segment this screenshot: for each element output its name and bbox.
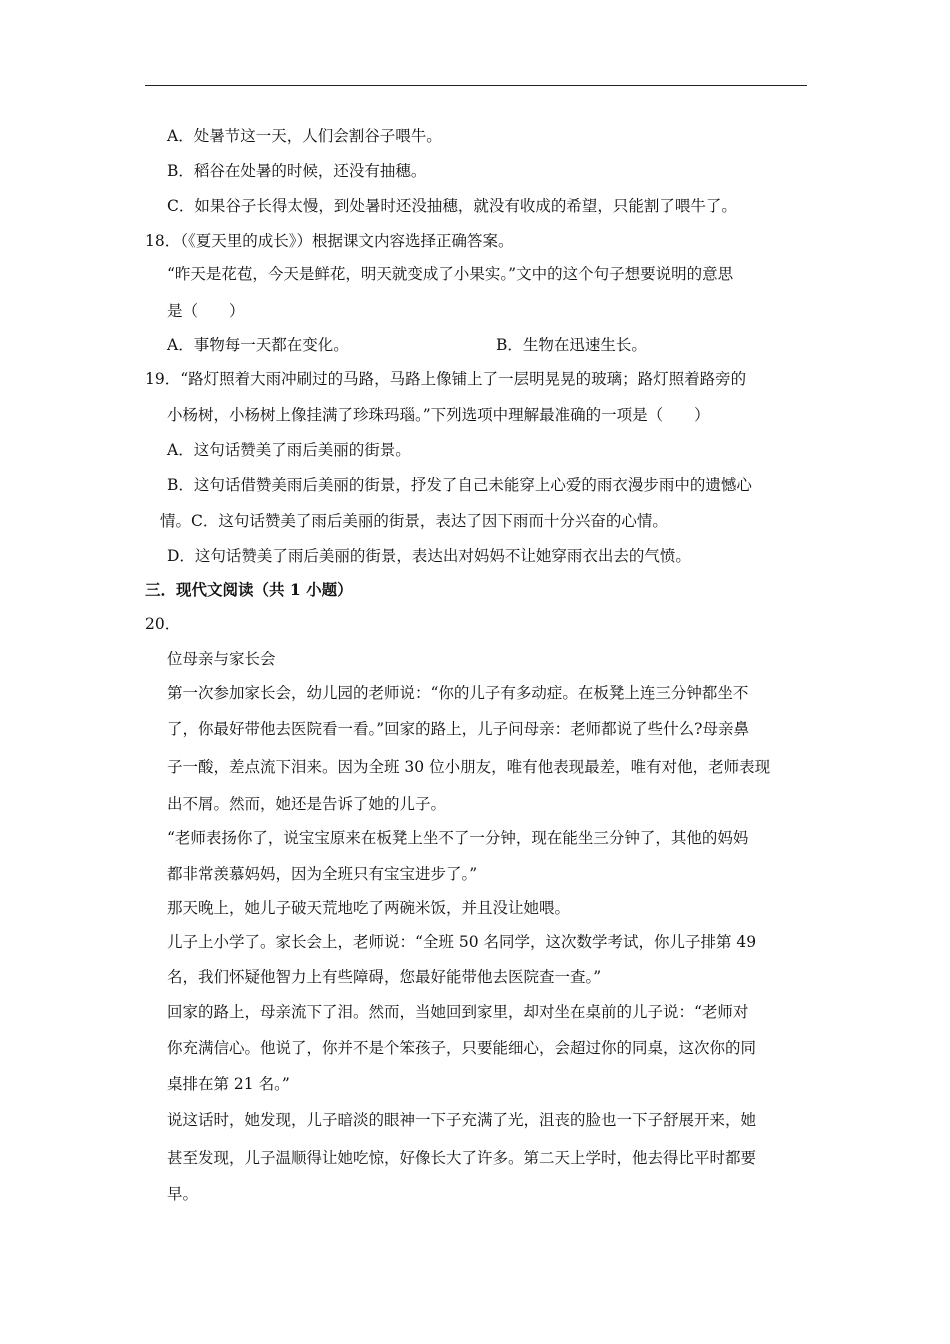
passage-line: 早。 <box>167 1185 199 1203</box>
q19-option-b-line2: 情。C．这句话赞美了雨后美丽的街景，表达了因下雨而十分兴奋的心情。 <box>160 512 668 530</box>
passage-line: 说这话时，她发现，儿子暗淡的眼神一下子充满了光，沮丧的脸也一下子舒展开来，她 <box>167 1111 757 1129</box>
q20-number: 20． <box>145 615 181 633</box>
passage-line: 儿子上小学了。家长会上，老师说：“全班 50 名同学，这次数学考试，你儿子排第 49 <box>167 933 757 951</box>
q19-option-b-line1: B．这句话借赞美雨后美丽的街景，抒发了自己未能穿上心爱的雨衣漫步雨中的遗憾心 <box>167 476 752 494</box>
q18-stem: 18．（《夏天里的成长》）根据课文内容选择正确答案。 <box>145 232 514 250</box>
passage-line: 你充满信心。他说了，你并不是个笨孩子，只要能细心，会超过你的同桌，这次你的同 <box>167 1039 757 1057</box>
q18-option-a: A．事物每一天都在变化。 <box>167 336 349 354</box>
passage-line: 子一酸，差点流下泪来。因为全班 30 位小朋友，唯有他表现最差，唯有对他，老师表现 <box>167 758 771 776</box>
q19-option-a: A．这句话赞美了雨后美丽的街景。 <box>167 441 411 459</box>
q19-stem-line1: 19．“路灯照着大雨冲刷过的马路，马路上像铺上了一层明晃晃的玻璃；路灯照着路旁的 <box>145 370 747 388</box>
q17-option-b: B．稻谷在处暑的时候，还没有抽穗。 <box>167 162 427 180</box>
passage-line: 名，我们怀疑他智力上有些障碍，您最好能带他去医院查一查。” <box>167 968 602 986</box>
passage-line: 出不屑。然而，她还是告诉了她的儿子。 <box>167 795 447 813</box>
passage-line: 桌排在第 21 名。” <box>167 1075 290 1093</box>
q17-option-c: C．如果谷子长得太慢，到处暑时还没抽穗，就没有收成的希望，只能割了喂牛了。 <box>167 197 737 215</box>
passage-line: 第一次参加家长会，幼儿园的老师说：“你的儿子有多动症。在板凳上连三分钟都坐不 <box>167 684 749 702</box>
passage-title: 位母亲与家长会 <box>167 650 276 668</box>
header-rule <box>145 85 807 86</box>
section-heading: 三．现代文阅读（共 1 小题） <box>145 580 353 599</box>
passage-line: 那天晚上，她儿子破天荒地吃了两碗米饭，并且没让她喂。 <box>167 899 571 917</box>
passage-line: 甚至发现，儿子温顺得让她吃惊，好像长大了许多。第二天上学时，他去得比平时都要 <box>167 1149 757 1167</box>
q18-quote-line1: “昨天是花苞，今天是鲜花，明天就变成了小果实。”文中的这个句子想要说明的意思 <box>167 265 734 283</box>
passage-line: 都非常羡慕妈妈，因为全班只有宝宝进步了。” <box>167 865 478 883</box>
q19-stem-line2: 小杨树，小杨树上像挂满了珍珠玛瑙。”下列选项中理解最准确的一项是（ ） <box>167 406 710 424</box>
q18-option-b: B．生物在迅速生长。 <box>496 336 647 354</box>
passage-line: “老师表扬你了，说宝宝原来在板凳上坐不了一分钟，现在能坐三分钟了，其他的妈妈 <box>167 829 749 847</box>
passage-line: 了，你最好带他去医院看一看。”回家的路上，儿子问母亲：老师都说了些什么?母亲鼻 <box>167 720 749 738</box>
passage-line: 回家的路上，母亲流下了泪。然而，当她回到家里，却对坐在桌前的儿子说：“老师对 <box>167 1003 749 1021</box>
q18-quote-line2: 是（ ） <box>167 302 245 320</box>
q17-option-a: A．处暑节这一天，人们会割谷子喂牛。 <box>167 127 442 145</box>
q19-option-d: D．这句话赞美了雨后美丽的街景，表达出对妈妈不让她穿雨衣出去的气愤。 <box>167 547 691 565</box>
